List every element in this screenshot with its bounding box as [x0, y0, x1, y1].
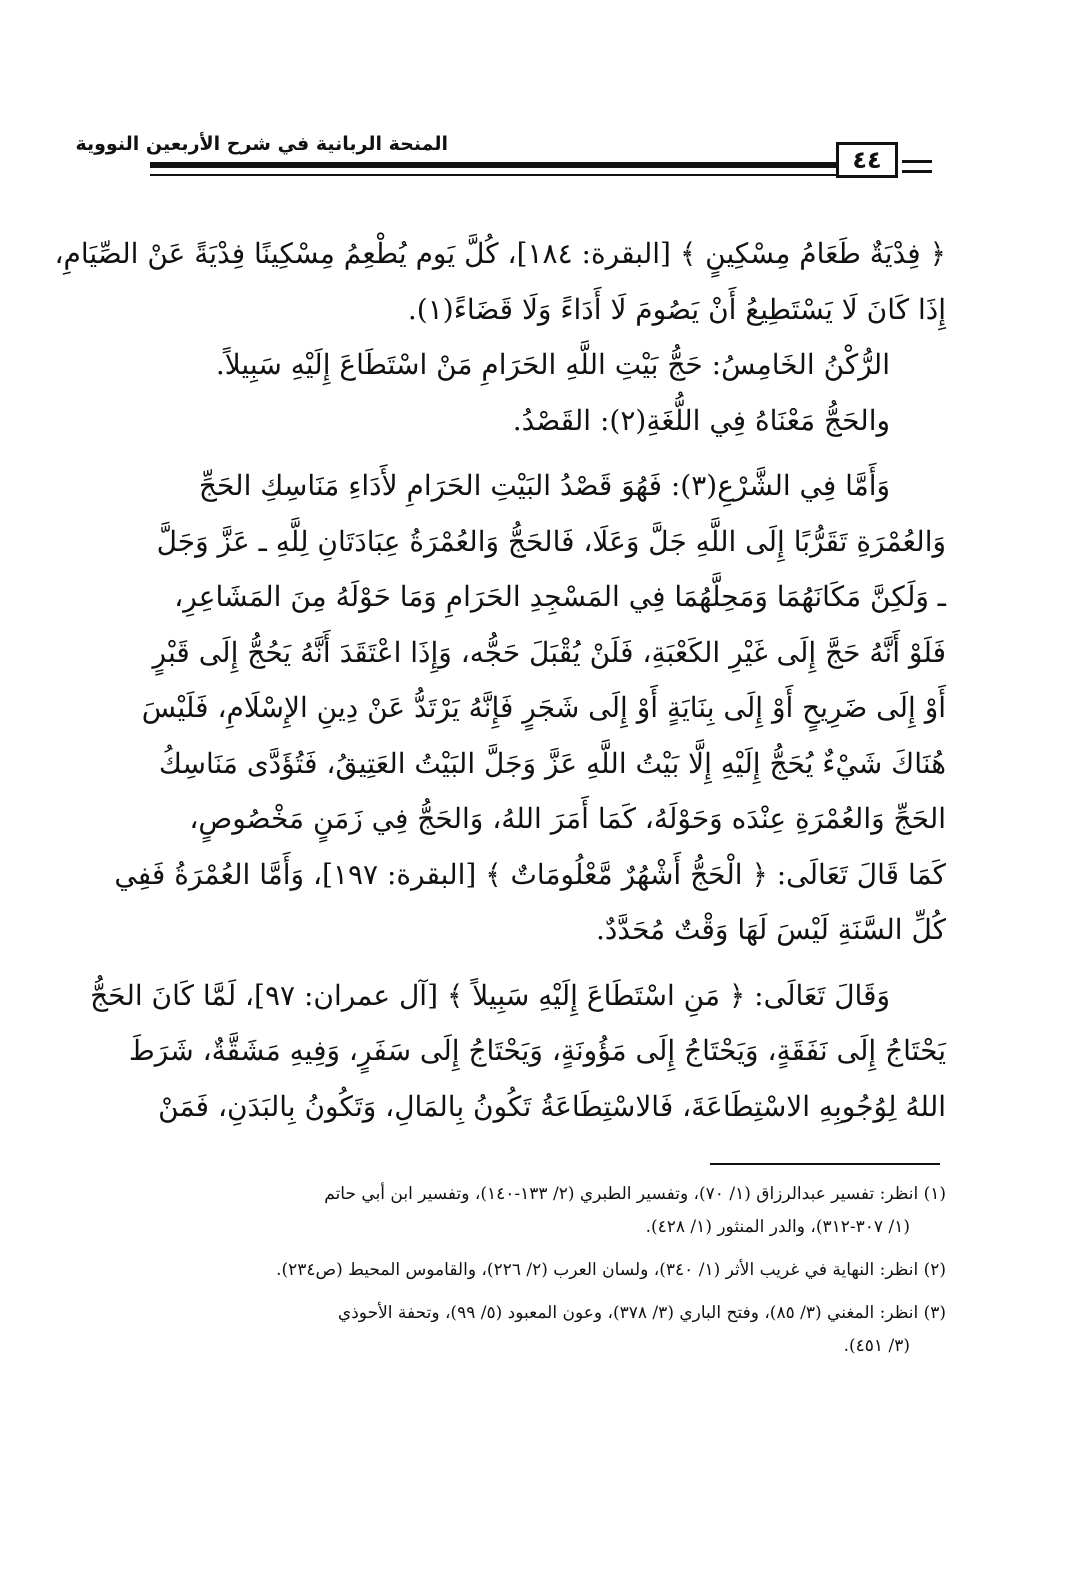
- page-number-box: ٤٤: [836, 142, 898, 178]
- footnotes: [126, 1178, 946, 1363]
- running-header-title: المنحة الربانية في شرح الأربعين النووية: [75, 133, 448, 155]
- body-line: وَقَالَ تَعَالَى: ﴿ مَنِ اسْتَطَاعَ إِلَيْهِ سَبِيلاً ﴾ [آل عمران: ٩٧]، لَمَّا كَانَ الحَجُّ: [90, 978, 890, 1012]
- footnote-separator: [710, 1163, 940, 1165]
- body-line: ـ وَلَكِنَّ مَكَانَهُمَا وَمَحِلَّهُمَا فِي المَسْجِدِ الحَرَامِ وَمَا حَوْلَهُ مِنَ المَشَاعِرِ،: [174, 580, 946, 613]
- footnote-line: (٢) انظر: النهاية في غريب الأثر (١/ ٣٤٠)، ولسان العرب (٢/ ٢٢٦)، والقاموس المحيط (ص٢٣٤).: [276, 1260, 946, 1280]
- body-line: وَالعُمْرَةِ تَقَرُّبًا إِلَى اللَّهِ جَلَّ وَعَلَا، فَالحَجُّ وَالعُمْرَةُ عِبَادَتَانِ لِلَّهِ ـ عَزَّ وَجَلَّ: [156, 524, 946, 558]
- body-line: أَوْ إِلَى ضَرِيحٍ أَوْ إِلَى بِنَايَةٍ أَوْ إِلَى شَجَرٍ فَإِنَّهُ يَرْتَدُّ عَنْ دِينِ الإِسْلَامِ، فَلَيْسَ: [141, 691, 946, 724]
- page-number-ornament-rule: [902, 170, 932, 173]
- body-line: هُنَاكَ شَيْءٌ يُحَجُّ إِلَيْهِ إِلَّا بَيْتُ اللَّهِ عَزَّ وَجَلَّ البَيْتُ العَتِيقُ، فَتُؤَدَّى مَنَاسِكُ: [158, 746, 946, 780]
- body-line: الحَجِّ وَالعُمْرَةِ عِنْدَه وَحَوْلَهُ، كَمَا أَمَرَ اللهُ، وَالحَجُّ فِي زَمَنٍ مَخْصُوصٍ،: [189, 802, 946, 835]
- body-line: والحَجُّ مَعْنَاهُ فِي اللُّغَةِ(٢): القَصْدُ.: [512, 403, 890, 437]
- body-text: [54, 226, 946, 1134]
- body-line: فَلَوْ أَنَّهُ حَجَّ إِلَى غَيْرِ الكَعْبَةِ، فَلَنْ يُقْبَلَ حَجُّه، وَإِذَا اعْتَقَدَ أَنَّهُ يَحُجُّ إِلَى قَبْرٍ: [152, 635, 946, 669]
- body-line: الرُّكْنُ الخَامِسُ: حَجُّ بَيْتِ اللَّهِ الحَرَامِ مَنْ اسْتَطَاعَ إِلَيْهِ سَبِيلاً.: [215, 348, 890, 381]
- body-line: كُلِّ السَّنَةِ لَيْسَ لَهَا وَقْتٌ مُحَدَّدٌ.: [596, 913, 946, 946]
- body-line: ﴿ فِدْيَةٌ طَعَامُ مِسْكِينٍ ﴾ [البقرة: ١٨٤]، كُلَّ يَوم يُطْعِمُ مِسْكِينًا فِدْيَةً عَنْ الصِّيَامِ،: [54, 237, 946, 270]
- body-line: وَأَمَّا فِي الشَّرْعِ(٣): فَهُوَ قَصْدُ البَيْتِ الحَرَامِ لأَدَاءِ مَنَاسِكِ الحَجِّ: [198, 469, 890, 502]
- body-line: يَحْتَاجُ إِلَى نَفَقَةٍ، وَيَحْتَاجُ إِلَى مَؤُونَةٍ، وَيَحْتَاجُ إِلَى سَفَرٍ، وَفِيهِ مَشَقَّةٌ، شَرَطَ: [128, 1034, 946, 1067]
- header-rule-thin: [150, 174, 838, 176]
- footnote-line: (٣/ ٤٥١).: [843, 1336, 910, 1356]
- footnote-line: (١/ ٣٠٧-٣١٢)، والدر المنثور (١/ ٤٢٨).: [645, 1217, 910, 1237]
- header-rule-thick: [150, 162, 838, 168]
- body-line: اللهُ لِوُجُوبِهِ الاسْتِطَاعَةَ، فَالاسْتِطَاعَةُ تَكُونُ بِالمَالِ، وَتَكُونُ بِالبَدَنِ، فَمَنْ: [158, 1089, 946, 1123]
- body-line: كَمَا قَالَ تَعَالَى: ﴿ الْحَجُّ أَشْهُرٌ مَّعْلُومَاتٌ ﴾ [البقرة: ١٩٧]، وَأَمَّا العُمْرَةُ فَفِي: [114, 857, 946, 891]
- footnote-line: (١) انظر: تفسير عبدالرزاق (١/ ٧٠)، وتفسير الطبري (٢/ ١٣٣-١٤٠)، وتفسير ابن أبي حاتم: [324, 1184, 946, 1204]
- page-number-ornament-rule: [902, 160, 932, 163]
- footnote-line: (٣) انظر: المغني (٣/ ٨٥)، وفتح الباري (٣/ ٣٧٨)، وعون المعبود (٥/ ٩٩)، وتحفة الأحوذي: [337, 1303, 946, 1323]
- body-line: إِذَا كَانَ لَا يَسْتَطِيعُ أَنْ يَصُومَ لَا أَدَاءً وَلَا قَضَاءً(١).: [407, 292, 946, 326]
